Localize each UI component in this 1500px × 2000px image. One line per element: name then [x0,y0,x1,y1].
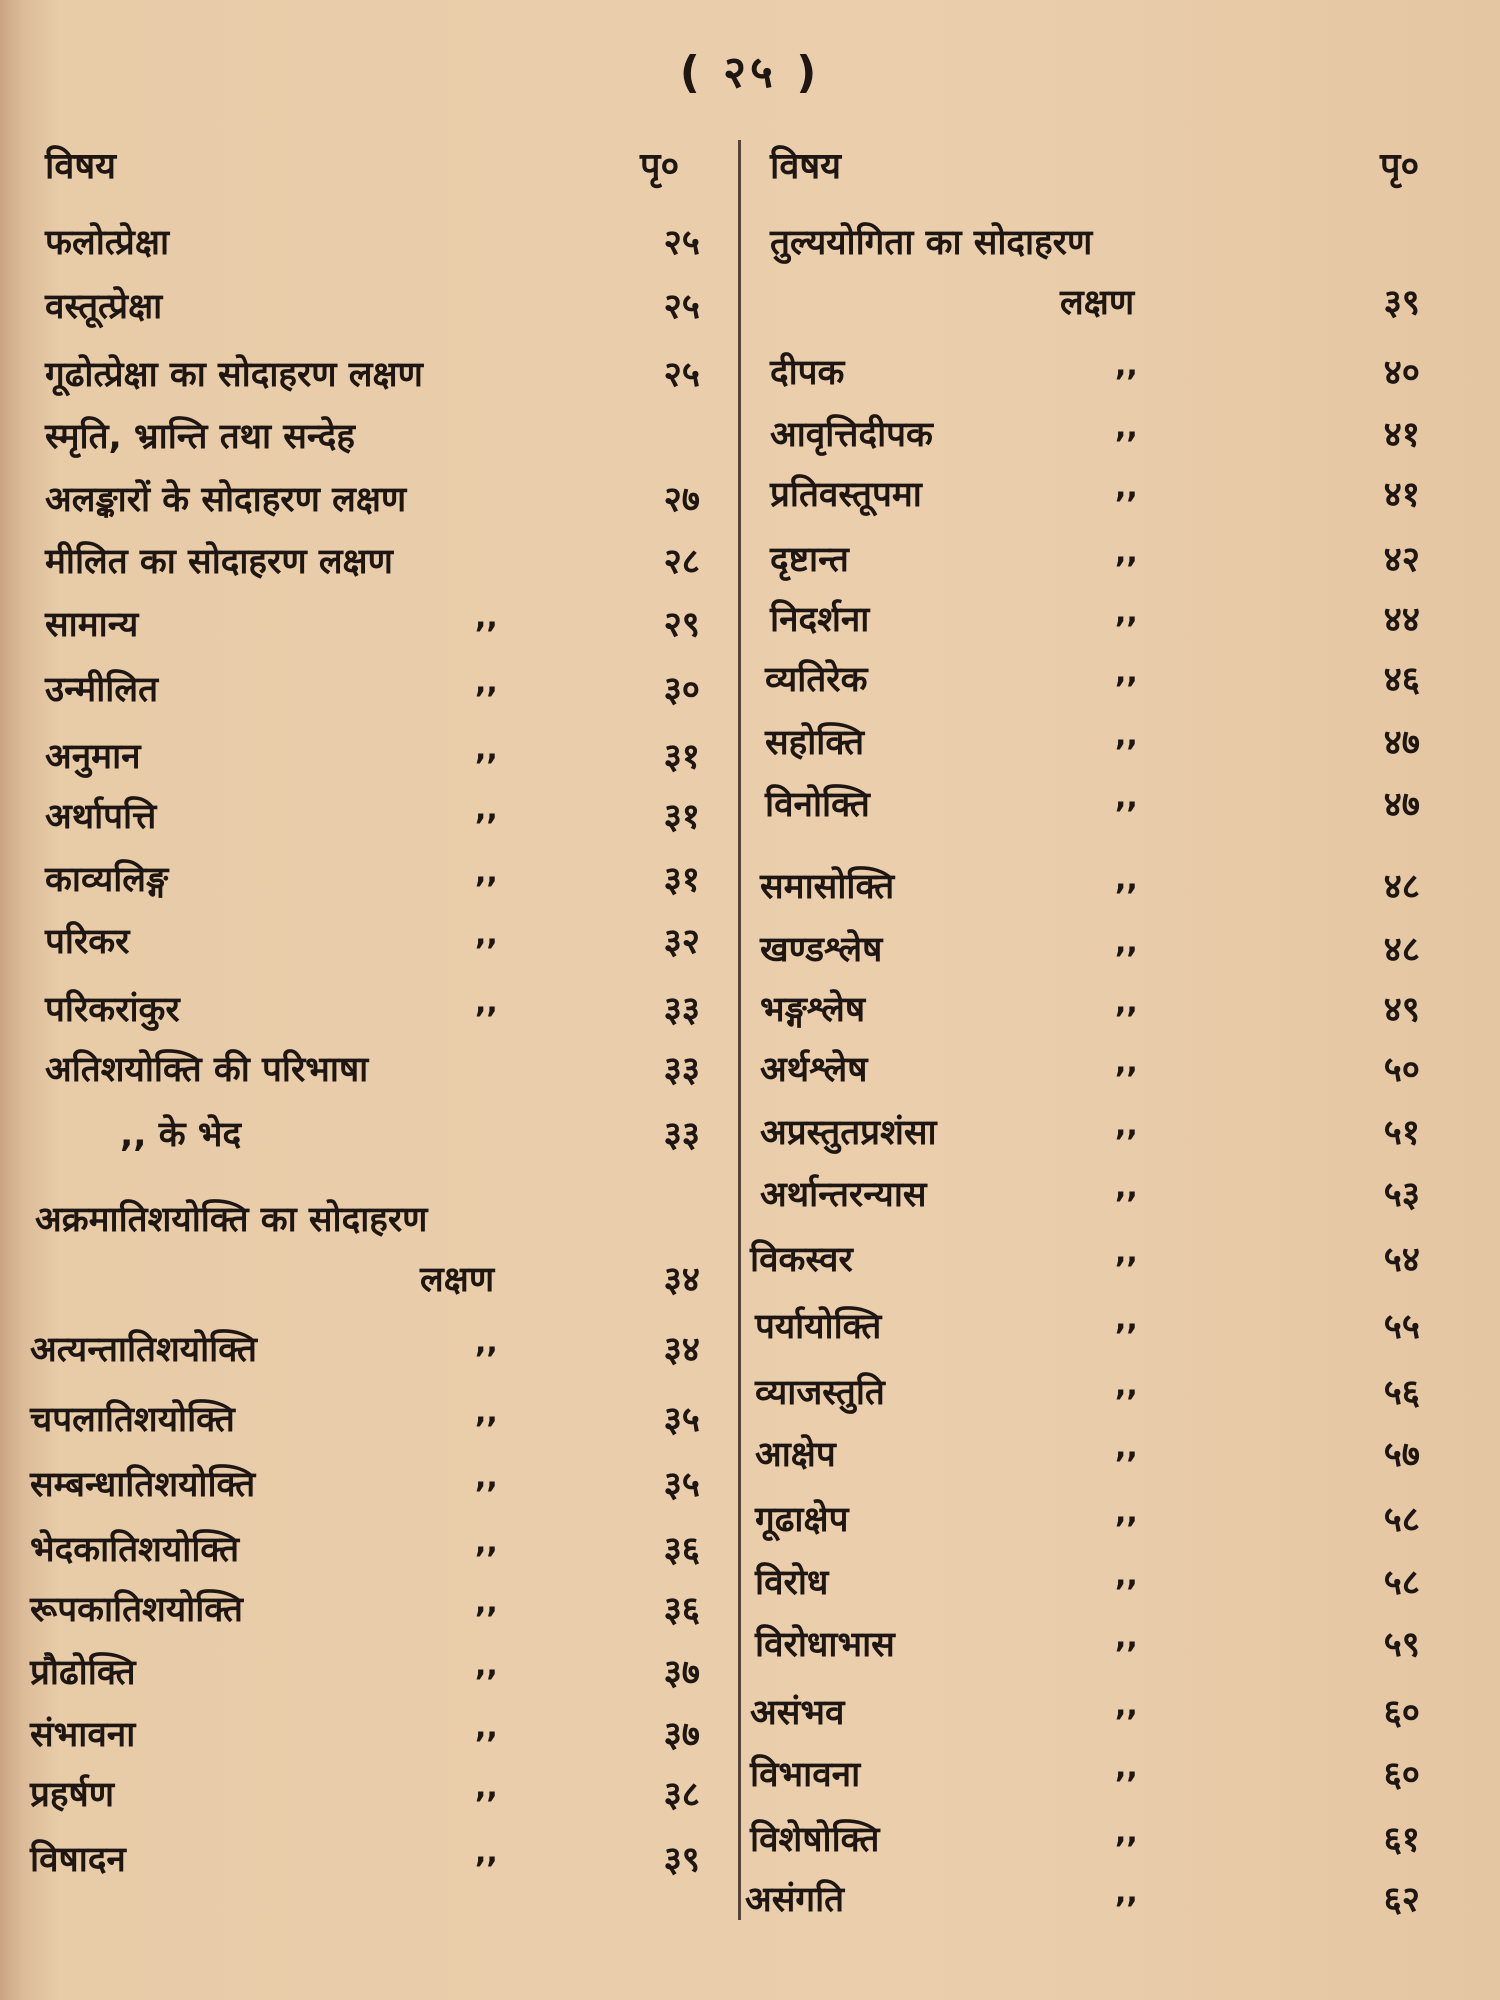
ditto-mark: ,, [475,985,498,1020]
ditto-mark: ,, [475,792,498,827]
entry-page-number: ४७ [1383,785,1420,825]
entry-page-number: ३४ [663,1260,700,1300]
entry-title: भङ्गश्लेष [760,990,866,1030]
ditto-mark: ,, [475,732,498,767]
entry-title: व्याजस्तुति [755,1373,885,1413]
entry-title: मीलित का सोदाहरण लक्षण [45,542,393,582]
entry-page-number: ३९ [663,1840,700,1880]
entry-title: प्रतिवस्तूपमा [770,475,922,515]
entry-page-number: ६१ [1383,1820,1420,1860]
ditto-mark: ,, [1115,985,1138,1020]
right-index-entry [0,348,1500,398]
entry-title: गूढोत्प्रेक्षा का सोदाहरण लक्षण [45,355,423,395]
entry-page-number: ४१ [1383,475,1420,515]
entry-page-number: ३६ [663,1530,700,1570]
entry-title: अत्यन्तातिशयोक्ति [30,1330,257,1370]
right-index-entry [0,470,1500,520]
page-number: ( २५ ) [679,47,821,98]
right-index-entry [0,1750,1500,1800]
entry-page-number: ३८ [663,1775,700,1815]
ditto-mark: ,, [475,1710,498,1745]
entry-page-number: ६२ [1383,1880,1420,1920]
ditto-mark: ,, [1115,1045,1138,1080]
entry-page-number: २५ [663,355,700,395]
right-index-entry [0,1368,1500,1418]
entry-title: प्रहर्षण [30,1775,115,1815]
entry-page-number: ३४ [663,1330,700,1370]
entry-title: भेदकातिशयोक्ति [30,1530,240,1570]
entry-title: अतिशयोक्ति की परिभाषा [45,1050,369,1090]
entry-title: सामान्य [45,605,139,645]
entry-title: चपलातिशयोक्ति [30,1400,235,1440]
ditto-mark: ,, [475,1525,498,1560]
ditto-mark: ,, [1115,1235,1138,1270]
right-index-entry [0,862,1500,912]
ditto-mark: ,, [1115,1750,1138,1785]
ditto-mark: ,, [1115,655,1138,690]
entry-page-number: ४१ [1383,415,1420,455]
right-index-entry [0,1495,1500,1545]
entry-title: अप्रस्तुतप्रशंसा [760,1113,937,1153]
entry-page-number: ५५ [1383,1307,1420,1347]
entry-title: फलोत्प्रेक्षा [45,223,170,263]
entry-page-number: २७ [663,480,700,520]
ditto-mark: ,, [1115,595,1138,630]
ditto-mark: ,, [475,1770,498,1805]
entry-title: विकस्वर [750,1240,853,1280]
entry-page-number: ३३ [663,1050,700,1090]
entry-page-number: ३३ [663,990,700,1030]
right-page-header: पृ० [1380,146,1420,187]
entry-page-number: ४९ [1383,990,1420,1030]
entry-page-number: ४८ [1383,867,1420,907]
entry-title: सम्बन्धातिशयोक्ति [30,1465,256,1505]
entry-title: अलङ्कारों के सोदाहरण लक्षण [45,480,407,520]
entry-page-number: ५८ [1383,1500,1420,1540]
entry-page-number: ३२ [663,922,700,962]
entry-page-number: ५६ [1383,1373,1420,1413]
entry-page-number: ३० [663,670,700,710]
entry-page-number: ३७ [663,1715,700,1755]
entry-title: विरोधाभास [755,1625,895,1665]
ditto-mark: ,, [1115,410,1138,445]
ditto-mark: ,, [1115,780,1138,815]
entry-page-number: ४७ [1383,723,1420,763]
entry-title: आक्षेप [755,1435,836,1475]
right-index-entry [0,535,1500,585]
ditto-mark: ,, [1115,1302,1138,1337]
ditto-mark: ,, [1115,1688,1138,1723]
right-index-entry [0,1620,1500,1670]
right-index-entry [0,1235,1500,1285]
right-index-entry [0,718,1500,768]
ditto-mark: ,, [1115,1170,1138,1205]
entry-title: समासोक्ति [760,867,895,907]
entry-title: परिकरांकुर [45,990,180,1030]
right-subject-header: विषय [770,146,842,187]
ditto-mark: ,, [1115,925,1138,960]
entry-title: लक्षण [420,1260,495,1300]
entry-title: अक्रमातिशयोक्ति का सोदाहरण [35,1200,428,1240]
ditto-mark: ,, [475,917,498,952]
entry-page-number: ४८ [1383,930,1420,970]
entry-page-number: ५० [1383,1050,1420,1090]
entry-title: ,, के भेद [120,1115,242,1155]
entry-title: प्रौढोक्ति [30,1653,136,1693]
right-index-entry [0,1302,1500,1352]
entry-page-number: २५ [663,223,700,263]
left-subject-header: विषय [45,146,117,187]
entry-title: विशेषोक्ति [750,1820,880,1860]
right-index-entry [0,1688,1500,1738]
entry-title: अर्थान्तरन्यास [760,1175,927,1215]
right-index-entry [0,1875,1500,1925]
ditto-mark: ,, [1115,718,1138,753]
ditto-mark: ,, [475,1460,498,1495]
ditto-mark: ,, [475,1395,498,1430]
entry-title: खण्डश्लेष [760,930,883,970]
entry-title: अर्थश्लेष [760,1050,868,1090]
entry-page-number: ५४ [1383,1240,1420,1280]
ditto-mark: ,, [1115,1368,1138,1403]
entry-page-number: ४२ [1383,540,1420,580]
ditto-mark: ,, [1115,1875,1138,1910]
entry-title: रूपकातिशयोक्ति [30,1590,243,1630]
entry-title: परिकर [45,922,130,962]
entry-title: तुल्ययोगिता का सोदाहरण [770,223,1093,263]
right-index-entry [0,1558,1500,1608]
entry-page-number: ४४ [1383,600,1420,640]
ditto-mark: ,, [475,1835,498,1870]
ditto-mark: ,, [1115,862,1138,897]
entry-page-number: ५८ [1383,1563,1420,1603]
ditto-mark: ,, [1115,1815,1138,1850]
entry-title: सहोक्ति [765,723,865,763]
entry-page-number: ४० [1383,353,1420,393]
entry-page-number: ६० [1383,1693,1420,1733]
right-index-entry [0,1170,1500,1220]
ditto-mark: ,, [475,665,498,700]
entry-title: गूढाक्षेप [755,1500,849,1540]
entry-title: उन्मीलित [45,670,159,710]
ditto-mark: ,, [1115,1495,1138,1530]
entry-page-number: ३१ [663,737,700,777]
entry-title: दृष्टान्त [770,540,849,580]
entry-page-number: ४६ [1383,660,1420,700]
entry-page-number: ५१ [1383,1113,1420,1153]
entry-title: विरोध [755,1563,829,1603]
right-index-entry [0,278,1500,328]
ditto-mark: ,, [1115,1430,1138,1465]
entry-title: विषादन [30,1840,126,1880]
ditto-mark: ,, [475,600,498,635]
entry-title: पर्यायोक्ति [755,1307,882,1347]
entry-page-number: ३६ [663,1590,700,1630]
right-index-entry [0,410,1500,460]
entry-page-number: ३१ [663,860,700,900]
entry-page-number: ५७ [1383,1435,1420,1475]
entry-title: विनोक्ति [765,785,870,825]
entry-page-number: २५ [663,287,700,327]
entry-title: असंभव [750,1693,845,1733]
entry-page-number: ६० [1383,1755,1420,1795]
ditto-mark: ,, [475,1648,498,1683]
entry-page-number: ३७ [663,1653,700,1693]
right-index-entry [0,925,1500,975]
entry-page-number: ५९ [1383,1625,1420,1665]
entry-title: काव्यलिङ्ग [45,860,169,900]
entry-page-number: ३५ [663,1400,700,1440]
right-index-entry [0,985,1500,1035]
right-index-entry [0,595,1500,645]
right-index-entry [0,1815,1500,1865]
entry-title: विभावना [750,1755,861,1795]
ditto-mark: ,, [1115,535,1138,570]
entry-title: निदर्शना [770,600,870,640]
entry-title: संभावना [30,1715,136,1755]
entry-title: व्यतिरेक [765,660,868,700]
entry-title: दीपक [770,353,845,393]
ditto-mark: ,, [475,1325,498,1360]
entry-page-number: ३९ [1383,283,1420,323]
entry-page-number: २८ [663,542,700,582]
ditto-mark: ,, [1115,470,1138,505]
entry-page-number: ५३ [1383,1175,1420,1215]
left-page-header: पृ० [640,146,680,187]
ditto-mark: ,, [1115,1620,1138,1655]
ditto-mark: ,, [1115,348,1138,383]
ditto-mark: ,, [1115,1558,1138,1593]
ditto-mark: ,, [475,1585,498,1620]
entry-title: आवृत्तिदीपक [770,415,933,455]
right-index-entry [0,218,1500,268]
entry-page-number: ३५ [663,1465,700,1505]
right-index-entry [0,1430,1500,1480]
entry-title: अर्थापत्ति [45,797,157,837]
entry-title: असंगति [745,1880,845,1920]
entry-title: अनुमान [45,737,141,777]
entry-title: वस्तूत्प्रेक्षा [45,287,163,327]
entry-page-number: ३१ [663,797,700,837]
right-index-entry [0,780,1500,830]
entry-title: लक्षण [1060,283,1135,323]
right-index-entry [0,1108,1500,1158]
ditto-mark: ,, [1115,1108,1138,1143]
entry-page-number: २९ [663,605,700,645]
ditto-mark: ,, [475,855,498,890]
right-index-entry [0,655,1500,705]
right-index-entry [0,1045,1500,1095]
entry-title: स्मृति, भ्रान्ति तथा सन्देह [45,417,355,457]
entry-page-number: ३३ [663,1115,700,1155]
